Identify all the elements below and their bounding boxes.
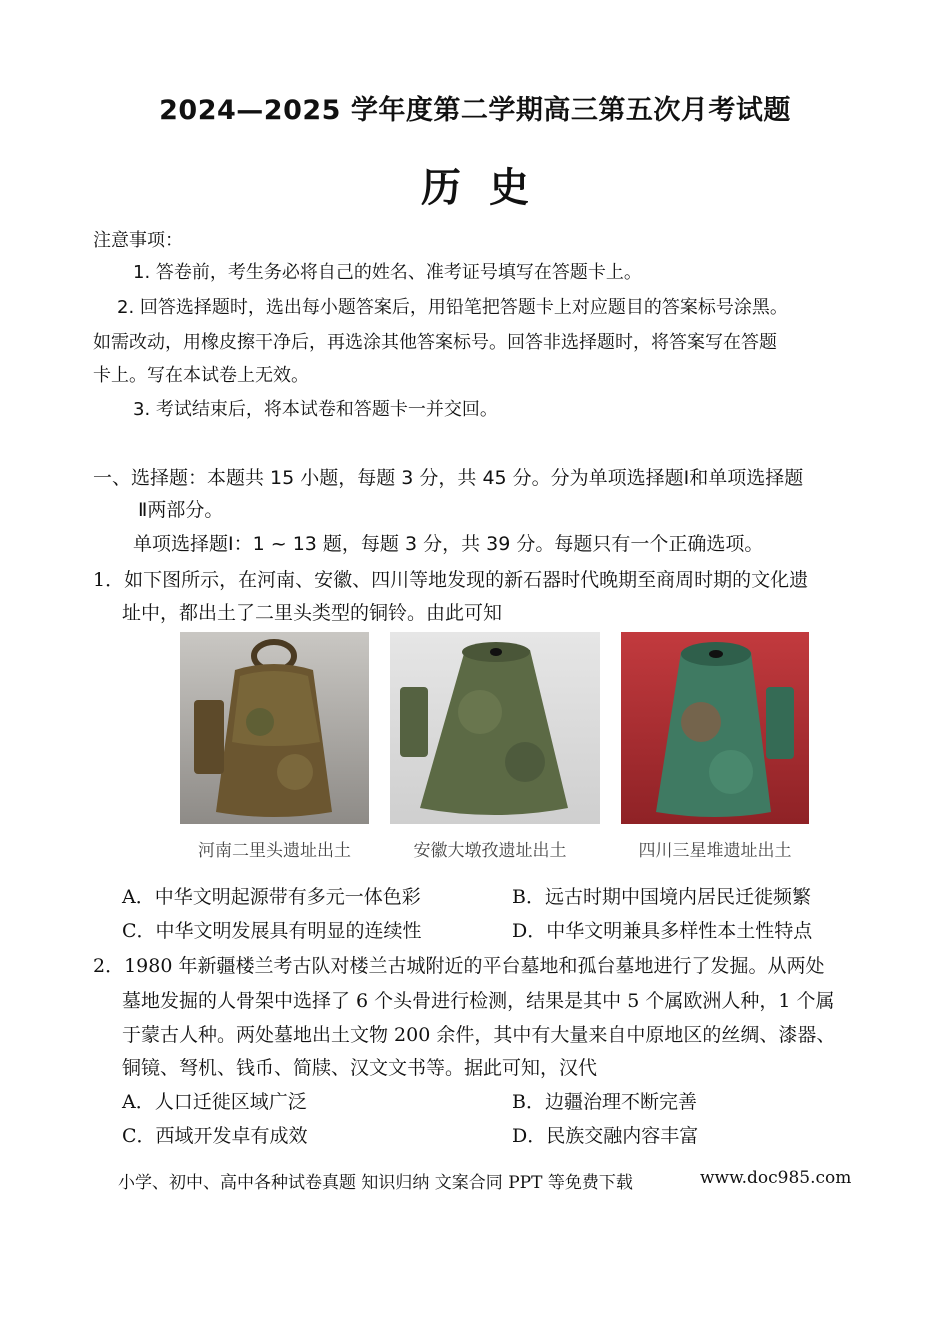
footer-url[interactable]: www.doc985.com [700,1168,852,1188]
bell-photo-henan [180,632,369,824]
notice-heading: 注意事项： [93,230,183,251]
notice-line-2b: 如需改动，用橡皮擦干净后，再选涂其他答案标号。回答非选择题时，将答案写在答题 [93,332,777,353]
q2-stem-line-4: 铜镜、弩机、钱币、简牍、汉文文书等。据此可知，汉代 [122,1057,598,1079]
notice-line-1: 1. 答卷前，考生务必将自己的姓名、准考证号填写在答题卡上。 [133,262,642,283]
footer-text: 小学、初中、高中各种试卷真题 知识归纳 文案合同 PPT 等免费下载 [118,1173,633,1193]
notice-line-2c: 卡上。写在本试卷上无效。 [93,365,309,386]
q1-option-d: D．中华文明兼具多样性本土性特点 [512,920,813,942]
section-heading: 一、选择题：本题共 15 小题，每题 3 分，共 45 分。分为单项选择题Ⅰ和单项选择题 [93,467,804,489]
subject-title: 历史 [421,165,557,211]
section-heading-cont: Ⅱ两部分。 [138,499,224,521]
q2-stem-line-3: 于蒙古人种。两处墓地出土文物 200 余件，其中有大量来自中原地区的丝绸、漆器、 [122,1024,836,1046]
q2-stem-line-2: 墓地发掘的人骨架中选择了 6 个头骨进行检测，结果是其中 5 个属欧洲人种，1 个属 [122,990,835,1012]
q1-option-c: C．中华文明发展具有明显的连续性 [122,920,422,942]
caption-anhui: 安徽大墩孜遗址出土 [413,841,567,861]
caption-henan: 河南二里头遗址出土 [198,841,351,861]
single-choice-subheading: 单项选择题Ⅰ：1 ~ 13 题，每题 3 分，共 39 分。每题只有一个正确选项。 [133,533,764,555]
q2-option-d: D．民族交融内容丰富 [512,1125,699,1147]
bell-photo-sichuan [621,632,809,824]
q2-option-b: B．边疆治理不断完善 [512,1091,697,1113]
caption-sichuan: 四川三星堆遗址出土 [638,841,792,861]
q2-option-c: C．西域开发卓有成效 [122,1125,308,1147]
notice-line-2a: 2. 回答选择题时，选出每小题答案后，用铅笔把答题卡上对应题目的答案标号涂黑。 [117,297,788,318]
exam-title: 2024—2025 学年度第二学期高三第五次月考试题 [159,95,791,126]
bell-photo-anhui [390,632,600,824]
q2-stem-line-1: 2．1980 年新疆楼兰考古队对楼兰古城附近的平台墓地和孤台墓地进行了发掘。从两处 [93,955,825,977]
q2-option-a: A．人口迁徙区域广泛 [122,1091,307,1113]
q1-stem-line-1: 1．如下图所示，在河南、安徽、四川等地发现的新石器时代晚期至商周时期的文化遗 [93,569,809,591]
q1-option-b: B．远古时期中国境内居民迁徙频繁 [512,886,811,908]
q1-stem-line-2: 址中，都出土了二里头类型的铜铃。由此可知 [122,602,503,624]
notice-line-3: 3. 考试结束后，将本试卷和答题卡一并交回。 [133,399,498,420]
q1-option-a: A．中华文明起源带有多元一体色彩 [122,886,421,908]
